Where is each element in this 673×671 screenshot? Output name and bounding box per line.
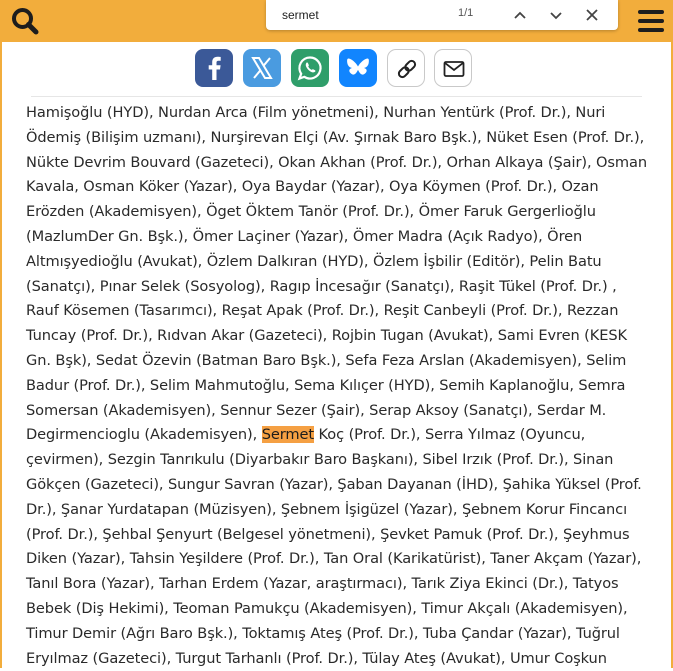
whatsapp-icon	[291, 49, 329, 87]
bluesky-icon	[339, 49, 377, 87]
bluesky-share-button[interactable]	[339, 49, 377, 87]
find-match-count: 1/1	[458, 7, 474, 19]
hamburger-line	[638, 28, 664, 32]
email-share-button[interactable]	[434, 49, 472, 87]
copy-link-button[interactable]	[387, 49, 425, 87]
link-icon	[388, 50, 426, 88]
x-share-button[interactable]	[243, 49, 281, 87]
search-icon	[10, 6, 40, 36]
search-highlight: Sermet	[261, 426, 315, 444]
facebook-share-button[interactable]	[195, 49, 233, 87]
article-text-after: Koç (Prof. Dr.), Serra Yılmaz (Oyuncu, çevirmen), Sezgin Tanrıkulu (Diyarbakır Baro Başkanı), Sibel Irzık (Prof. Dr.), Sinan Gökçen (Gazeteci), Sungur Savran (Yazar), Şaban Dayanan (İHD), Şahika Yüksel (Prof. Dr.), Şanar Yurdatapan (Müzisyen), Şebnem İşigüzel (Yazar), Şebnem Korur Fincancı (Prof. Dr.), Şehbal Şenyurt (Belgesel yönetmeni), Şevket Pamuk (Prof. Dr.), Şeyhmus Diken (Yazar), Tahsin Yeşildere (Prof. Dr.), Tan Oral (Karikatürist), Taner Akçam (Yazar), Tanıl Bora (Yazar), Tarhan Erdem (Yazar, araştırmacı), Tarık Ziya Ekinci (Dr.), Tatyos Bebek (Diş Hekimi), Teoman Pamukçu (Akademisyen), Timur Akçalı (Akademisyen), Timur Demir (Ağrı Baro Bşk.), Toktamış Ateş (Prof. Dr.), Tuba Çandar (Yazar), Tuğrul Eryılmaz (Gazeteci), Turgut Tarhanlı (Prof. Dr.), Tülay Ateş (Avukat), Umur Coşkun	[26, 426, 642, 667]
share-buttons-row	[0, 49, 673, 91]
left-frame-edge	[0, 42, 2, 668]
chevron-down-icon	[545, 4, 567, 26]
hamburger-menu-icon	[638, 10, 664, 14]
menu-button[interactable]	[638, 8, 666, 34]
article-text-before: Hamişoğlu (HYD), Nurdan Arca (Film yönetmeni), Nurhan Yentürk (Prof. Dr.), Nuri Ödemiş (Bilişim uzmanı), Nurşirevan Elçi (Av. Şırnak Baro Bşk.), Nüket Esen (Prof. Dr.), Nükte Devrim Bouvard (Gazeteci), Okan Akhan (Prof. Dr.), Orhan Alkaya (Şair), Osman Kavala, Osman Köker (Yazar), Oya Baydar (Yazar), Oya Köymen (Prof. Dr.), Ozan Erözden (Akademisyen), Öget Öktem Tanör (Prof. Dr.), Ömer Faruk Gergerlioğlu (MazlumDer Gn. Bşk.), Ömer Laçiner (Yazar), Ömer Madra (Açık Radyo), Ören Altmışyedioğlu (Avukat), Özlem Dalkıran (HYD), Özlem İşbilir (Editör), Pelin Batu (Sanatçı), Pınar Selek (Sosyolog), Ragıp İncesağır (Sanatçı), Raşit Tükel (Prof. Dr.) , Rauf Kösemen (Tasarımcı), Reşat Apak (Prof. Dr.), Reşit Canbeyli (Prof. Dr.), Rezzan Tuncay (Prof. Dr.), Rıdvan Akar (Gazeteci), Rojbin Tugan (Avukat), Sami Evren (KESK Gn. Bşk), Sedat Özevin (Batman Baro Bşk.), Sefa Feza Arslan (Akademisyen), Selim Badur (Prof. Dr.), Selim Mahmutoğlu, Sema Kılıçer (HYD), Semih Kaplanoğlu, Semra Somersan (Akademisyen), Sennur Sezer (Şair), Serap Aksoy (Sanatçı), Serdar M. Degirmencioglu (Akademisyen),	[26, 104, 648, 444]
find-next-button[interactable]	[545, 4, 567, 26]
x-icon	[243, 49, 281, 87]
article-body	[26, 101, 651, 671]
share-divider	[31, 96, 642, 97]
hamburger-line	[638, 19, 664, 23]
find-close-button[interactable]	[581, 4, 603, 26]
facebook-icon	[195, 49, 233, 87]
find-previous-button[interactable]	[509, 4, 531, 26]
search-button[interactable]	[10, 6, 40, 36]
whatsapp-share-button[interactable]	[291, 49, 329, 87]
find-in-page-bar	[266, 0, 618, 30]
chevron-up-icon	[509, 4, 531, 26]
mail-icon	[435, 50, 473, 88]
close-icon	[581, 4, 603, 26]
